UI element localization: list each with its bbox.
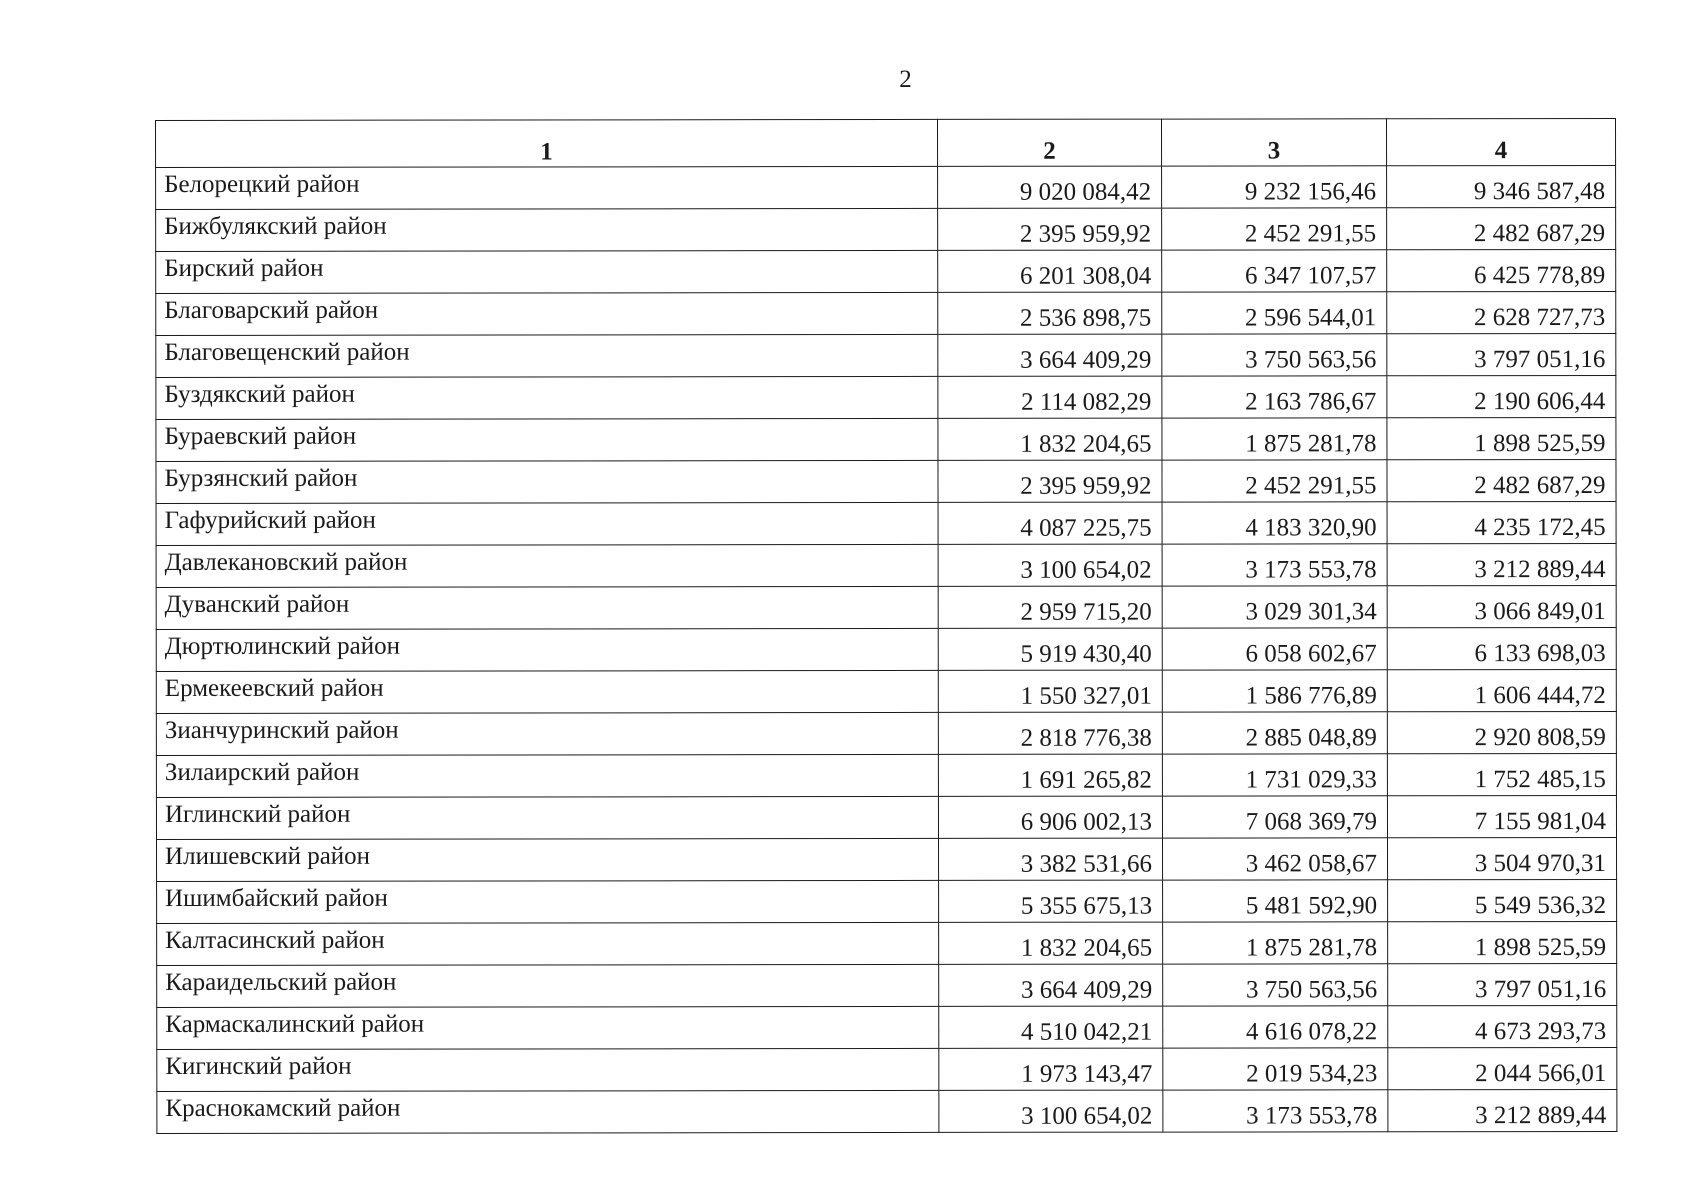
value-col-4-cell: 3 504 970,31: [1388, 837, 1617, 879]
table-row: [157, 963, 1617, 1007]
value-col-3-cell: 3 750 563,56: [1163, 964, 1388, 1006]
district-name-cell: Буздякский район: [156, 376, 938, 419]
column-header-4: 4: [1386, 118, 1615, 165]
value-col-4-cell: 2 190 606,44: [1387, 375, 1616, 417]
table-row: [157, 1089, 1617, 1133]
page-number: 2: [899, 66, 912, 93]
value-col-3-cell: 2 019 534,23: [1163, 1048, 1388, 1090]
value-col-3-cell: 1 586 776,89: [1162, 670, 1387, 712]
value-col-2-cell: 1 832 204,65: [938, 418, 1162, 460]
table-row: [156, 795, 1616, 839]
table-row: [156, 543, 1616, 587]
value-col-2-cell: 3 382 531,66: [939, 838, 1163, 880]
value-col-3-cell: 2 452 291,55: [1162, 460, 1387, 502]
value-col-3-cell: 7 068 369,79: [1162, 796, 1387, 838]
value-col-2-cell: 2 536 898,75: [938, 292, 1162, 334]
value-col-2-cell: 2 395 959,92: [938, 460, 1162, 502]
district-name-cell: Дюртюлинский район: [156, 628, 938, 671]
value-col-3-cell: 4 183 320,90: [1162, 502, 1387, 544]
table-row: [156, 585, 1616, 629]
district-name-cell: Благоварский район: [156, 292, 938, 335]
value-col-3-cell: 3 173 553,78: [1163, 1090, 1388, 1132]
column-header-2: 2: [937, 119, 1161, 166]
value-col-3-cell: 4 616 078,22: [1163, 1006, 1388, 1048]
value-col-4-cell: 7 155 981,04: [1387, 795, 1616, 837]
table-row: [156, 291, 1616, 335]
value-col-2-cell: 2 818 776,38: [938, 712, 1162, 754]
value-col-4-cell: 3 797 051,16: [1388, 963, 1617, 1005]
value-col-3-cell: 6 058 602,67: [1162, 628, 1387, 670]
district-name-cell: Кармаскалинский район: [157, 1006, 939, 1049]
table-row: [156, 165, 1616, 209]
value-col-2-cell: 6 201 308,04: [938, 250, 1162, 292]
district-name-cell: Бурзянский район: [156, 460, 938, 503]
value-col-3-cell: 1 731 029,33: [1162, 754, 1387, 796]
table-row: [156, 753, 1616, 797]
district-name-cell: Краснокамский район: [157, 1090, 939, 1133]
value-col-2-cell: 3 664 409,29: [939, 964, 1163, 1006]
table-row: [156, 333, 1616, 377]
table-row: [157, 879, 1617, 923]
value-col-3-cell: 6 347 107,57: [1162, 250, 1387, 292]
value-col-4-cell: 1 752 485,15: [1387, 753, 1616, 795]
district-name-cell: Калтасинский район: [157, 922, 939, 965]
value-col-3-cell: 2 452 291,55: [1162, 208, 1387, 250]
district-name-cell: Караидельский район: [157, 964, 939, 1007]
value-col-2-cell: 5 355 675,13: [939, 880, 1163, 922]
value-col-2-cell: 2 395 959,92: [938, 208, 1162, 250]
table-header: [156, 118, 1616, 167]
table-row: [156, 417, 1616, 461]
column-header-3: 3: [1161, 119, 1386, 166]
value-col-4-cell: 2 920 808,59: [1387, 711, 1616, 753]
value-col-4-cell: 1 898 525,59: [1387, 417, 1616, 459]
value-col-3-cell: 3 462 058,67: [1163, 838, 1388, 880]
table-row: [157, 1047, 1617, 1091]
district-name-cell: Ишимбайский район: [157, 880, 939, 923]
value-col-4-cell: 3 797 051,16: [1387, 333, 1616, 375]
district-name-cell: Бижбулякский район: [156, 208, 938, 251]
column-header-1: 1: [156, 119, 938, 167]
value-col-4-cell: 3 212 889,44: [1388, 1089, 1617, 1131]
document-sheet: [155, 118, 1616, 1134]
table-row: [156, 459, 1616, 503]
value-col-4-cell: 1 898 525,59: [1388, 921, 1617, 963]
table-row: [157, 921, 1617, 965]
value-col-4-cell: 3 212 889,44: [1387, 543, 1616, 585]
value-col-2-cell: 1 691 265,82: [938, 754, 1162, 796]
table-body: [156, 165, 1617, 1133]
table-row: [157, 1005, 1617, 1049]
budget-table: [155, 118, 1617, 1134]
value-col-4-cell: 6 425 778,89: [1387, 249, 1616, 291]
district-name-cell: Зилаирский район: [156, 754, 938, 797]
district-name-cell: Кигинский район: [157, 1048, 939, 1091]
value-col-2-cell: 3 100 654,02: [939, 1090, 1163, 1132]
table-row: [156, 501, 1616, 545]
value-col-4-cell: 4 673 293,73: [1388, 1005, 1617, 1047]
value-col-4-cell: 9 346 587,48: [1387, 165, 1616, 207]
district-name-cell: Зианчуринский район: [156, 712, 938, 755]
value-col-2-cell: 3 664 409,29: [938, 334, 1162, 376]
value-col-4-cell: 3 066 849,01: [1387, 585, 1616, 627]
value-col-4-cell: 2 628 727,73: [1387, 291, 1616, 333]
value-col-3-cell: 3 029 301,34: [1162, 586, 1387, 628]
district-name-cell: Давлекановский район: [156, 544, 938, 587]
value-col-4-cell: 1 606 444,72: [1387, 669, 1616, 711]
value-col-3-cell: 2 885 048,89: [1162, 712, 1387, 754]
table-row: [156, 669, 1616, 713]
district-name-cell: Дуванский район: [156, 586, 938, 629]
header-row: [156, 118, 1616, 167]
value-col-2-cell: 3 100 654,02: [938, 544, 1162, 586]
district-name-cell: Ермекеевский район: [156, 670, 938, 713]
value-col-2-cell: 6 906 002,13: [938, 796, 1162, 838]
value-col-3-cell: 3 750 563,56: [1162, 334, 1387, 376]
value-col-2-cell: 1 973 143,47: [939, 1048, 1163, 1090]
value-col-3-cell: 1 875 281,78: [1163, 922, 1388, 964]
value-col-2-cell: 9 020 084,42: [938, 166, 1162, 208]
value-col-3-cell: 5 481 592,90: [1163, 880, 1388, 922]
table-row: [156, 627, 1616, 671]
value-col-2-cell: 2 959 715,20: [938, 586, 1162, 628]
table-row: [156, 711, 1616, 755]
value-col-3-cell: 9 232 156,46: [1162, 166, 1387, 208]
district-name-cell: Гафурийский район: [156, 502, 938, 545]
value-col-2-cell: 5 919 430,40: [938, 628, 1162, 670]
district-name-cell: Илишевский район: [157, 838, 939, 881]
value-col-3-cell: 1 875 281,78: [1162, 418, 1387, 460]
table-row: [156, 207, 1616, 251]
value-col-2-cell: 4 087 225,75: [938, 502, 1162, 544]
table-row: [156, 249, 1616, 293]
table-row: [156, 375, 1616, 419]
value-col-4-cell: 6 133 698,03: [1387, 627, 1616, 669]
district-name-cell: Бирский район: [156, 250, 938, 293]
value-col-2-cell: 1 832 204,65: [939, 922, 1163, 964]
value-col-4-cell: 4 235 172,45: [1387, 501, 1616, 543]
value-col-4-cell: 2 044 566,01: [1388, 1047, 1617, 1089]
value-col-2-cell: 1 550 327,01: [938, 670, 1162, 712]
value-col-2-cell: 4 510 042,21: [939, 1006, 1163, 1048]
district-name-cell: Благовещенский район: [156, 334, 938, 377]
district-name-cell: Иглинский район: [156, 796, 938, 839]
value-col-3-cell: 2 163 786,67: [1162, 376, 1387, 418]
value-col-3-cell: 3 173 553,78: [1162, 544, 1387, 586]
district-name-cell: Бураевский район: [156, 418, 938, 461]
value-col-4-cell: 5 549 536,32: [1388, 879, 1617, 921]
table-row: [157, 837, 1617, 881]
value-col-4-cell: 2 482 687,29: [1387, 207, 1616, 249]
value-col-3-cell: 2 596 544,01: [1162, 292, 1387, 334]
value-col-2-cell: 2 114 082,29: [938, 376, 1162, 418]
value-col-4-cell: 2 482 687,29: [1387, 459, 1616, 501]
district-name-cell: Белорецкий район: [156, 166, 938, 209]
